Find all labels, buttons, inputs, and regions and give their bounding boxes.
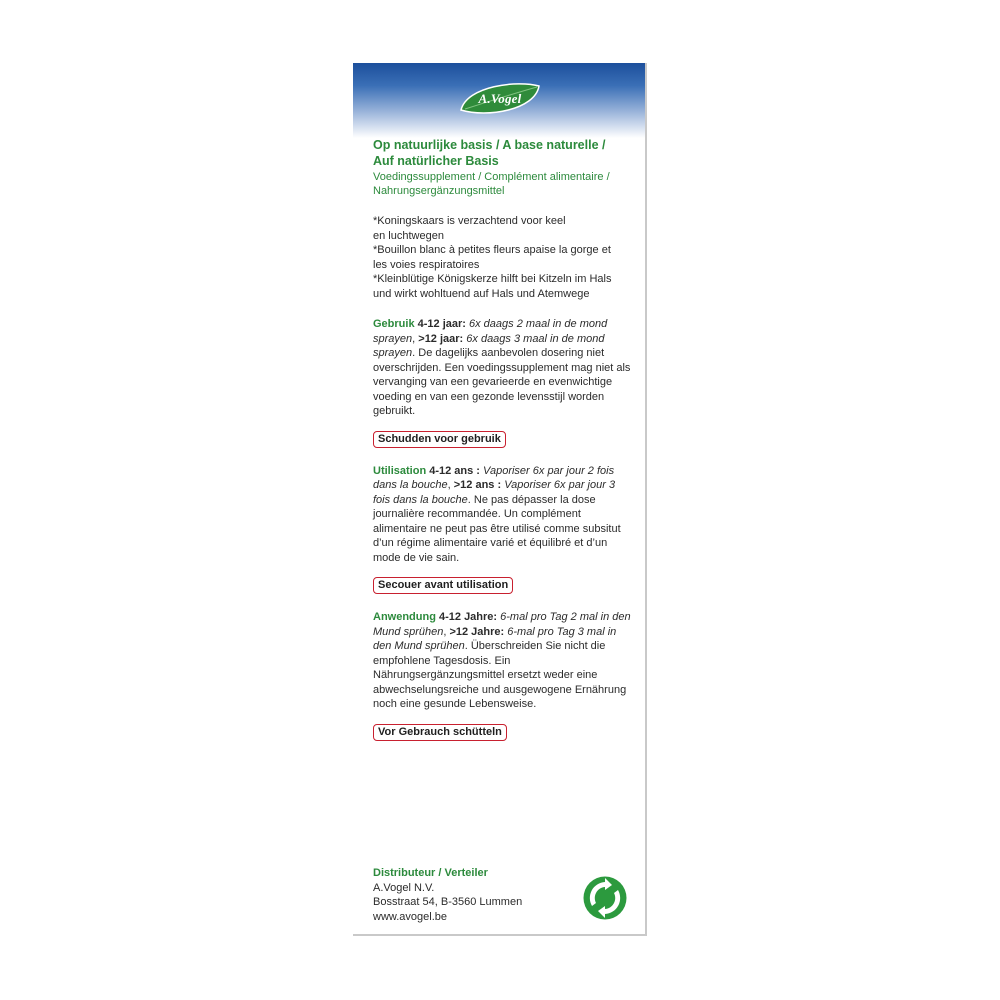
usage-nl-age2: >12 jaar: <box>418 332 464 345</box>
claim-fr-line-2: les voies respiratoires <box>373 258 480 271</box>
claim-de-line-2: und wirkt wohltuend auf Hals und Atemwege <box>373 287 590 300</box>
claim-nl-line-2: en luchtwegen <box>373 229 444 242</box>
usage-fr-age1: 4-12 ans : <box>426 464 480 477</box>
label-content <box>373 138 635 741</box>
usage-fr-dose2: Vaporiser 6x par jour 3 fois dans la bouche <box>373 479 616 506</box>
usage-de-dose1: 6-mal pro Tag 2 mal in den Mund sprühen <box>373 611 631 638</box>
usage-nl <box>373 317 635 419</box>
usage-de-sep: , <box>443 625 450 638</box>
usage-de-rest: . Überschreiden Sie nicht die empfohlene Tagesdosis. Ein Nährungsergänzungsmittel ersetzt weder eine abwechselungsreiche und ausgewogene Ernährung noch eine gesunde Lebensweise. <box>373 640 627 710</box>
usage-de-dose2: 6-mal pro Tag 3 mal in den Mund sprühen <box>373 625 617 652</box>
title-line-1: Op natuurlijke basis / A base naturelle / <box>373 138 606 152</box>
usage-de-age2: >12 Jahre: <box>449 625 505 638</box>
vogel-leaf-logo <box>457 80 543 118</box>
usage-de <box>373 610 635 712</box>
usage-nl-sep: , <box>412 332 419 345</box>
usage-nl-label: Gebruik <box>373 318 415 330</box>
usage-de-label: Anwendung <box>373 611 436 623</box>
usage-de-age1: 4-12 Jahre: <box>435 611 498 623</box>
title-line-2: Auf natürlicher Basis <box>373 153 499 168</box>
usage-fr-dose1: Vaporiser 6x par jour 2 fois dans la bouche <box>373 464 615 491</box>
distributor-name: A.Vogel N.V. <box>373 881 435 894</box>
usage-nl-age1: 4-12 jaar: <box>414 318 466 330</box>
claims-block <box>373 214 635 301</box>
subtitle-line-2: Nahrungsergänzungsmittel <box>373 185 505 197</box>
green-dot-recycle-icon <box>582 875 628 921</box>
distributor-web: www.avogel.be <box>373 910 447 923</box>
distributor-block <box>373 866 573 924</box>
usage-fr <box>373 464 635 566</box>
distributor-label: Distributeur / Verteiler <box>373 867 488 879</box>
usage-nl-dose1: 6x daags 2 maal in de mond sprayen <box>373 318 608 345</box>
shake-note-nl: Schudden voor gebruik <box>373 431 506 448</box>
claim-nl-line-1: *Koningskaars is verzachtend voor keel <box>373 215 566 227</box>
usage-fr-age2: >12 ans : <box>453 479 502 491</box>
subtitle-line-1: Voedingssupplement / Complément alimentaire / <box>373 171 610 183</box>
shake-note-fr: Secouer avant utilisation <box>373 577 513 594</box>
usage-nl-rest: . De dagelijks aanbevolen dosering niet overschrijden. Een voedingssupplement mag niet als vervanging van een gevarieerde en evenwichtige voeding en van een gezonde levensstijl worden gebruikt. <box>373 347 631 417</box>
usage-nl-dose2: 6x daags 3 maal in de mond sprayen <box>373 332 605 359</box>
usage-fr-label: Utilisation <box>373 464 427 477</box>
product-label-panel <box>353 63 647 936</box>
claim-fr-line-1: *Bouillon blanc à petites fleurs apaise la gorge et <box>373 244 611 256</box>
claim-de-line-1: *Kleinblütige Königskerze hilft bei Kitzeln im Hals <box>373 273 612 285</box>
distributor-address: Bosstraat 54, B-3560 Lummen <box>373 896 523 908</box>
shake-note-de: Vor Gebrauch schütteln <box>373 724 507 741</box>
usage-fr-sep: , <box>447 479 454 491</box>
usage-fr-rest: . Ne pas dépasser la dose journalière recommandée. Un complément alimentaire ne peut pas être utilisé comme subsitut d’un régime alimentaire varié et équilibré et d’un mode de vie sain. <box>373 493 621 564</box>
logo-text: A.Vogel <box>478 91 522 106</box>
